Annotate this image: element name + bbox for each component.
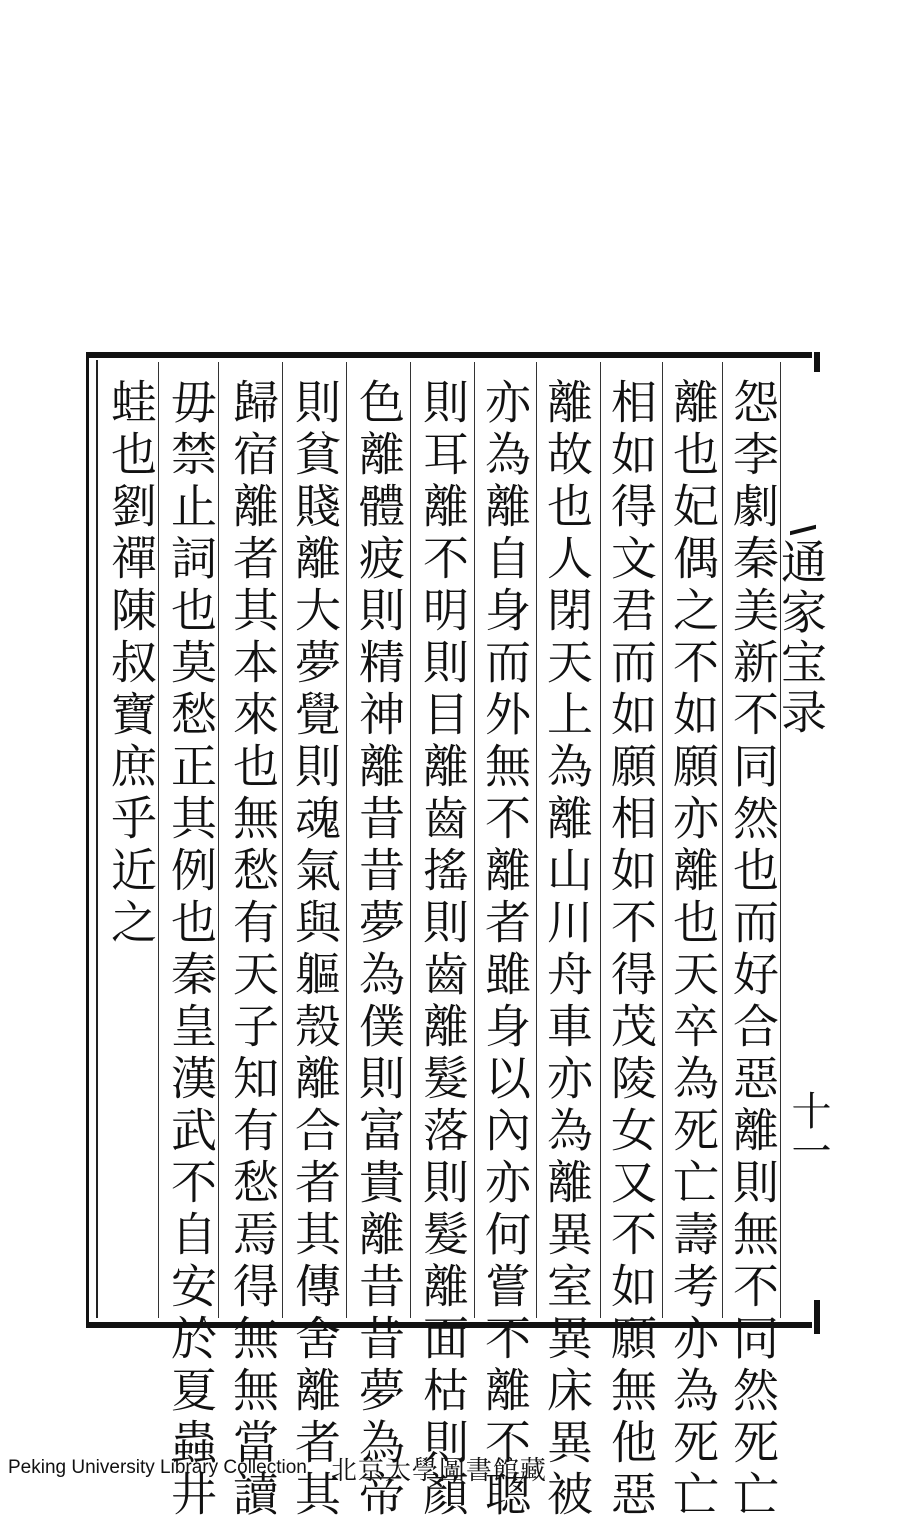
collection-label-en: Peking University Library Collection bbox=[8, 1457, 307, 1478]
text-column-8: 則貧賤離大夢覺則魂氣與軀殼離合者其傳舍離者其 bbox=[288, 378, 342, 1522]
column-divider bbox=[722, 362, 723, 1318]
collection-footer bbox=[8, 1448, 547, 1488]
text-column-9: 歸宿離者其本來也無愁有天子知有愁焉得無無當讀 bbox=[226, 378, 280, 1522]
center-fold-title: 通家宝录 bbox=[774, 538, 828, 738]
text-column-10: 毋禁止詞也莫愁正其例也秦皇漢武不自安於夏蟲井 bbox=[164, 378, 218, 1522]
text-column-3: 相如得文君而如願相如不得茂陵女又不如願無他惡 bbox=[604, 378, 658, 1522]
column-divider bbox=[662, 362, 663, 1318]
center-fold-strip bbox=[782, 360, 812, 1320]
text-column-5: 亦為離自身而外無不離者雖身以內亦何嘗不離不聰 bbox=[478, 378, 532, 1522]
column-divider bbox=[536, 362, 537, 1318]
inner-border-rule bbox=[96, 360, 98, 1318]
text-column-2: 離也妃偶之不如願亦離也天卒為死亡壽考亦為死亡 bbox=[666, 378, 720, 1522]
text-column-4: 離故也人閉天上為離山川舟車亦為離異室異床異被 bbox=[540, 378, 594, 1522]
column-divider bbox=[346, 362, 347, 1318]
text-column-1: 怨李劇秦美新不同然也而好合惡離則無不同然死亡 bbox=[726, 378, 780, 1522]
collection-label-zh: 北京大學圖書館藏 bbox=[330, 1455, 547, 1486]
column-divider bbox=[474, 362, 475, 1318]
column-divider bbox=[282, 362, 283, 1318]
column-divider bbox=[410, 362, 411, 1318]
text-column-11: 蛙也劉禪陳叔寶庶乎近之 bbox=[104, 378, 158, 950]
edge-mark-top bbox=[814, 352, 820, 372]
edge-mark-bottom bbox=[814, 1300, 820, 1334]
text-column-7: 色離體疲則精神離昔昔夢為僕則富貴離昔昔夢為帝 bbox=[352, 378, 406, 1522]
column-divider bbox=[600, 362, 601, 1318]
folio-number: 十一 bbox=[785, 1090, 831, 1170]
text-column-6: 則耳離不明則目離齒搖則齒離髮落則髮離面枯則顏 bbox=[416, 378, 470, 1522]
